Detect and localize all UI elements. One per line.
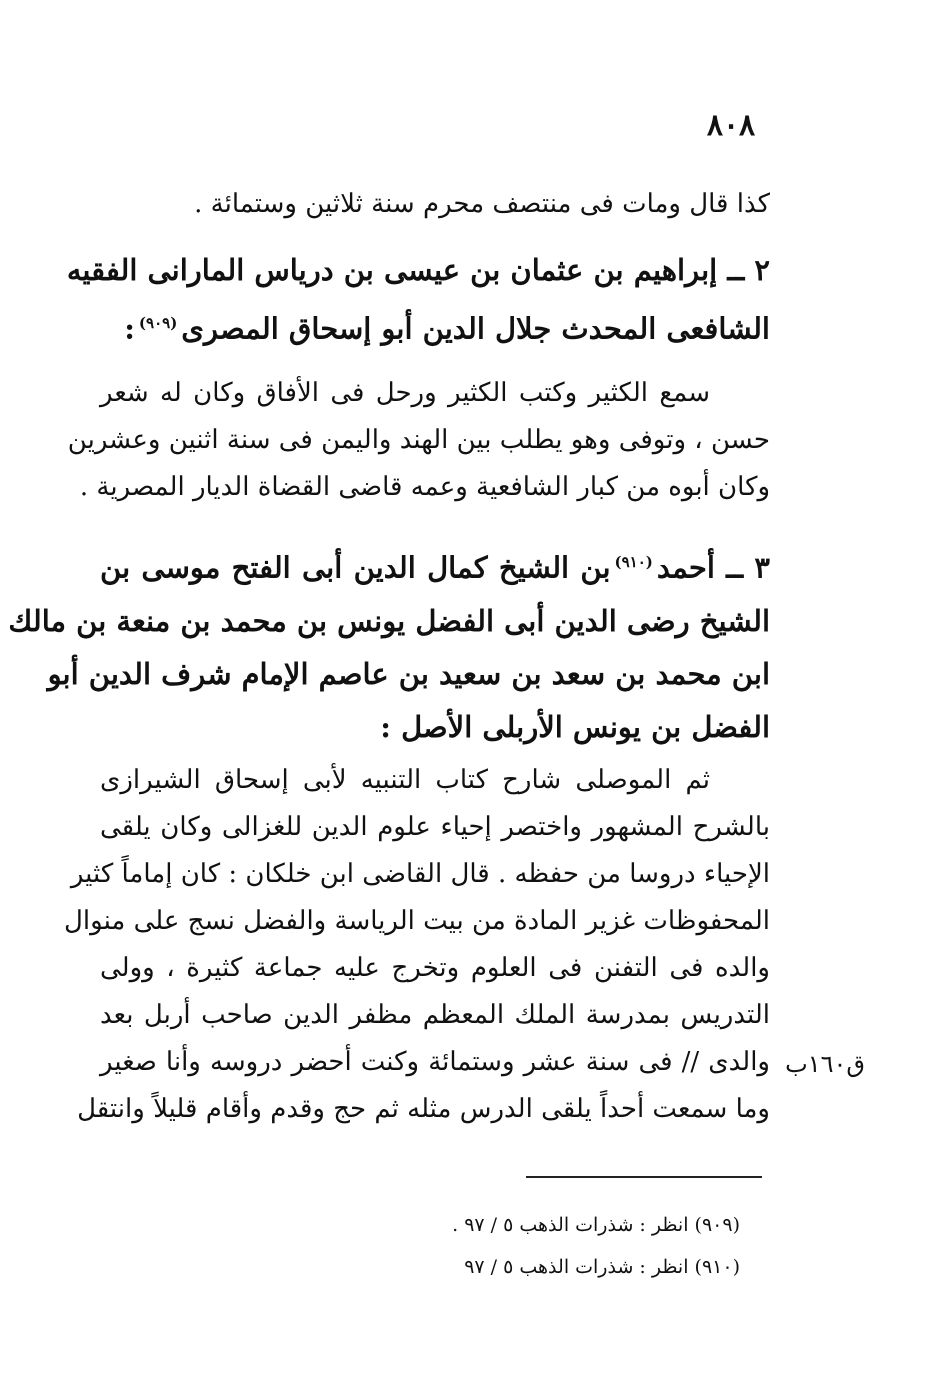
heading-colon: : — [124, 311, 135, 346]
intro-line: كذا قال ومات فى منتصف محرم سنة ثلاثين وستمائة . — [194, 189, 770, 219]
footnotes — [300, 1204, 740, 1288]
entry-3-body-line: الإحياء دروسا من حفظه . قال القاضى ابن خلكان : كان إماماً كثير — [70, 859, 770, 889]
entry-2-heading-line-2 — [100, 297, 770, 356]
entry-3-body-line: وما سمعت أحداً يلقى الدرس مثله ثم حج وقدم وأقام قليلاً وانتقل — [77, 1094, 770, 1124]
manuscript-folio-note: ق١٦٠ب — [785, 1050, 865, 1078]
entry-3-heading-line: ابن محمد بن سعد بن سعيد بن عاصم الإمام شرف الدين أبو — [47, 656, 770, 691]
footnote-910: (٩١٠) انظر : شذرات الذهب ٥ / ٩٧ — [464, 1256, 740, 1278]
entry-3-body — [64, 757, 770, 1133]
entry-3-body-line: والدى // فى سنة عشر وستمائة وكنت أحضر دروسه وأنا صغير — [100, 1047, 770, 1077]
entry-2-heading — [66, 244, 770, 356]
entry-3-body-line: المحفوظات غزير المادة من بيت الرياسة والفضل نسج على منوال — [64, 906, 770, 936]
entry-3-body-line: والده فى التفنن فى العلوم وتخرج عليه جماعة كثيرة ، وولى — [100, 953, 770, 983]
entry-3-body-line: ثم الموصلى شارح كتاب التنبيه لأبى إسحاق الشيرازى — [100, 765, 710, 795]
entry-2-heading-text: الشافعى المحدث جلال الدين أبو إسحاق المصرى — [181, 311, 770, 346]
entry-3-heading-start: ٣ ــ أحمد — [656, 550, 770, 585]
entry-2-body — [67, 370, 770, 511]
footnote-ref-910: (٩١٠) — [614, 553, 653, 571]
page-number: ٨٠٨ — [706, 108, 756, 143]
entry-3-heading-line: الشيخ رضى الدين أبى الفضل يونس بن محمد بن منعة بن مالك — [8, 603, 770, 638]
entry-3-heading-end: بن الشيخ كمال الدين أبى الفتح موسى بن — [100, 550, 611, 585]
entry-3-body-line: التدريس بمدرسة الملك المعظم مظفر الدين صاحب أربل بعد — [100, 1000, 770, 1030]
entry-2-body-line: وكان أبوه من كبار الشافعية وعمه قاضى القضاة الديار المصرية . — [79, 472, 770, 502]
entry-2-body-line: حسن ، وتوفى وهو يطلب بين الهند واليمن فى سنة اثنين وعشرين — [67, 425, 770, 455]
entry-3-body-line: بالشرح المشهور واختصر إحياء علوم الدين للغزالى وكان يلقى — [100, 812, 770, 842]
entry-3-heading-line: الفضل بن يونس الأربلى الأصل : — [380, 709, 770, 744]
entry-2-body-line: سمع الكثير وكتب الكثير ورحل فى الأفاق وكان له شعر — [100, 378, 710, 408]
footnote-909: (٩٠٩) انظر : شذرات الذهب ٥ / ٩٧ . — [452, 1214, 740, 1236]
intro-paragraph — [100, 182, 770, 226]
entry-3-heading-line-1 — [100, 536, 770, 595]
entry-2-heading-line-1: ٢ ــ إبراهيم بن عثمان بن عيسى بن درياس المارانى الفقيه — [66, 253, 770, 287]
footnote-ref-909: (٩٠٩) — [138, 314, 178, 332]
footnote-divider — [526, 1176, 762, 1178]
entry-3-heading — [8, 536, 770, 754]
